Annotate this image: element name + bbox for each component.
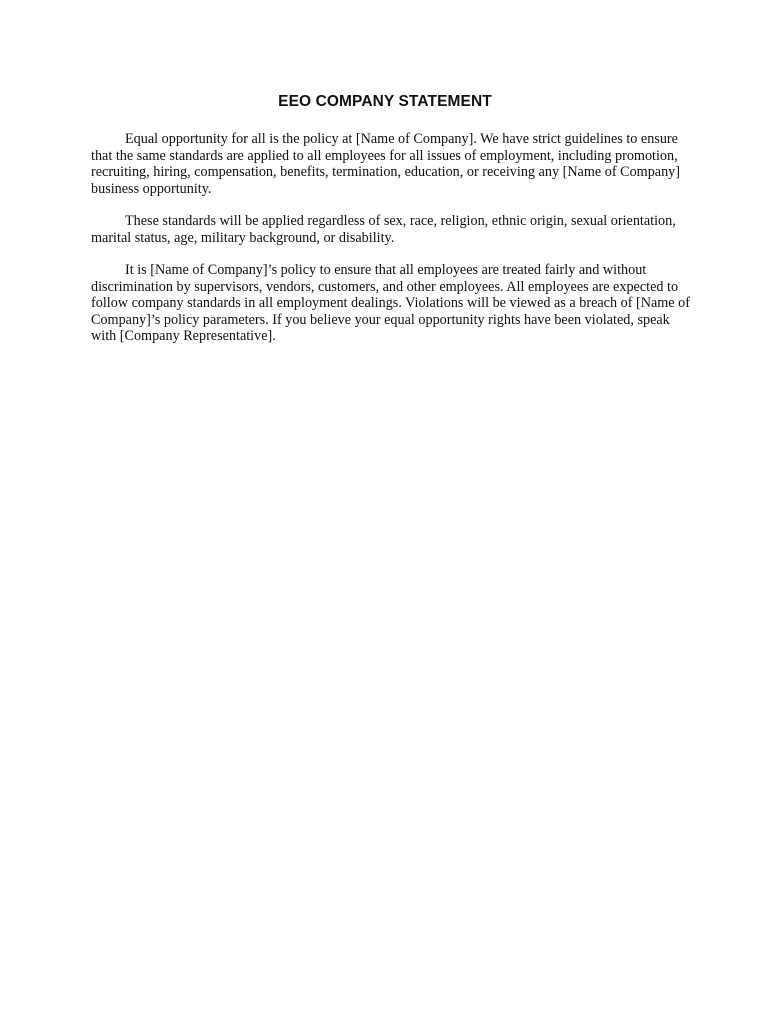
document-title: EEO COMPANY STATEMENT — [278, 93, 492, 110]
paragraph-line: Company]’s policy parameters. If you believe your equal opportunity rights have been violated, speak — [91, 311, 670, 328]
paragraph-line: follow company standards in all employment dealings. Violations will be viewed as a breach of [Name of — [91, 295, 690, 312]
paragraph-line: It is [Name of Company]’s policy to ensure that all employees are treated fairly and without — [125, 262, 647, 278]
paragraph-line: discrimination by supervisors, vendors, customers, and other employees. All employees are expected to — [91, 278, 679, 295]
paragraph-line: that the same standards are applied to all employees for all issues of employment, including promotion, — [91, 147, 678, 164]
paragraph-standards — [91, 213, 683, 246]
paragraph-line: These standards will be applied regardless of sex, race, religion, ethnic origin, sexual orientation, — [125, 213, 676, 229]
paragraph-line: recruiting, hiring, compensation, benefits, termination, education, or receiving any [Name of Company] — [91, 164, 680, 181]
paragraph-policy — [91, 262, 690, 345]
paragraph-line: business opportunity. — [91, 180, 212, 197]
paragraph-line: marital status, age, military background, or disability. — [91, 229, 395, 246]
paragraph-line: with [Company Representative]. — [91, 328, 276, 345]
paragraph-equal-opportunity — [91, 131, 683, 197]
paragraph-line: Equal opportunity for all is the policy at [Name of Company]. We have strict guidelines to ensure — [125, 131, 678, 147]
